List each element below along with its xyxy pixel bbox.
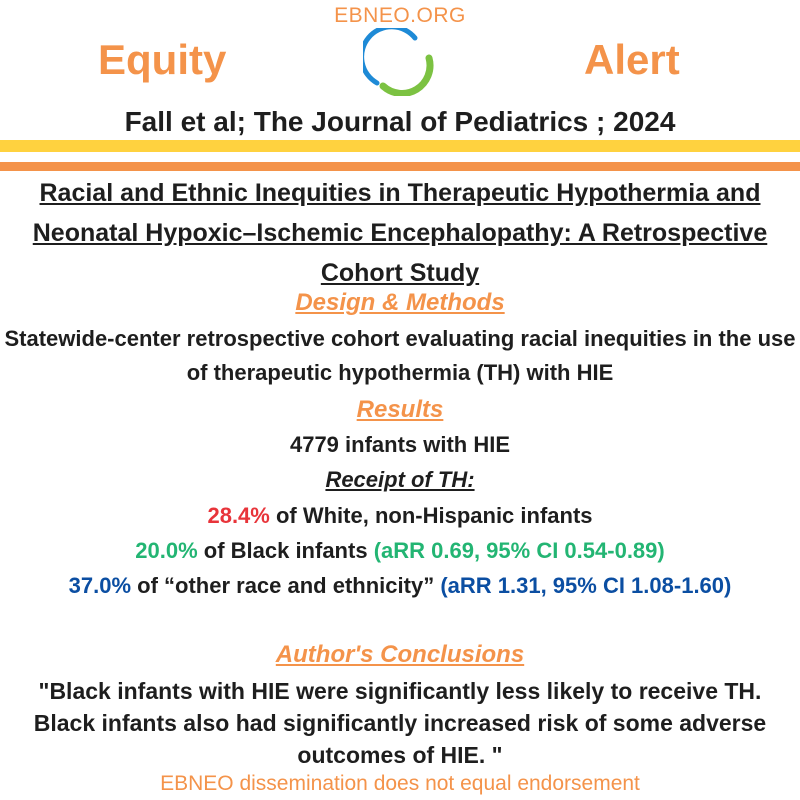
disclaimer: EBNEO dissemination does not equal endorsement [160, 772, 640, 795]
white-percent: 28.4% [207, 503, 270, 528]
other-label: of “other race and ethnicity” [131, 573, 441, 598]
other-race-line [0, 573, 800, 599]
design-methods-heading: Design & Methods [295, 289, 505, 316]
equity-heading: Equity [98, 36, 227, 83]
black-infants-line [0, 538, 800, 564]
results-heading: Results [356, 396, 444, 423]
yellow-divider [0, 140, 800, 152]
white-infants-line [0, 503, 800, 529]
design-methods-text: Statewide-center retrospective cohort evaluating racial inequities in the use of therapeutic hypothermia (TH) with HIE [4, 326, 796, 385]
conclusions-quote: "Black infants with HIE were significantly less likely to receive TH. Black infants also had significantly increased risk of some adverse outcomes of HIE. " [33, 678, 767, 768]
ebneo-circle-logo-icon [363, 28, 435, 96]
article-title: Racial and Ethnic Inequities in Therapeutic Hypothermia and Neonatal Hypoxic–Ischemic Encephalopathy: A Retrospective Cohort Study [32, 179, 768, 287]
black-stat: (aRR 0.69, 95% CI 0.54-0.89) [373, 538, 665, 563]
other-stat: (aRR 1.31, 95% CI 1.08-1.60) [440, 573, 732, 598]
citation: Fall et al; The Journal of Pediatrics ; 2024 [124, 106, 676, 137]
receipt-heading [0, 467, 800, 493]
infant-count: 4779 infants with HIE [289, 432, 511, 457]
white-label: of White, non-Hispanic infants [269, 503, 593, 528]
black-label: of Black infants [197, 538, 374, 563]
other-percent: 37.0% [68, 573, 132, 598]
conclusions-heading: Author's Conclusions [275, 641, 525, 668]
alert-heading: Alert [584, 36, 680, 83]
site-name: EBNEO.ORG [334, 4, 466, 27]
receipt-heading-text: Receipt of TH: [325, 467, 475, 492]
black-percent: 20.0% [135, 538, 198, 563]
orange-divider [0, 162, 800, 171]
